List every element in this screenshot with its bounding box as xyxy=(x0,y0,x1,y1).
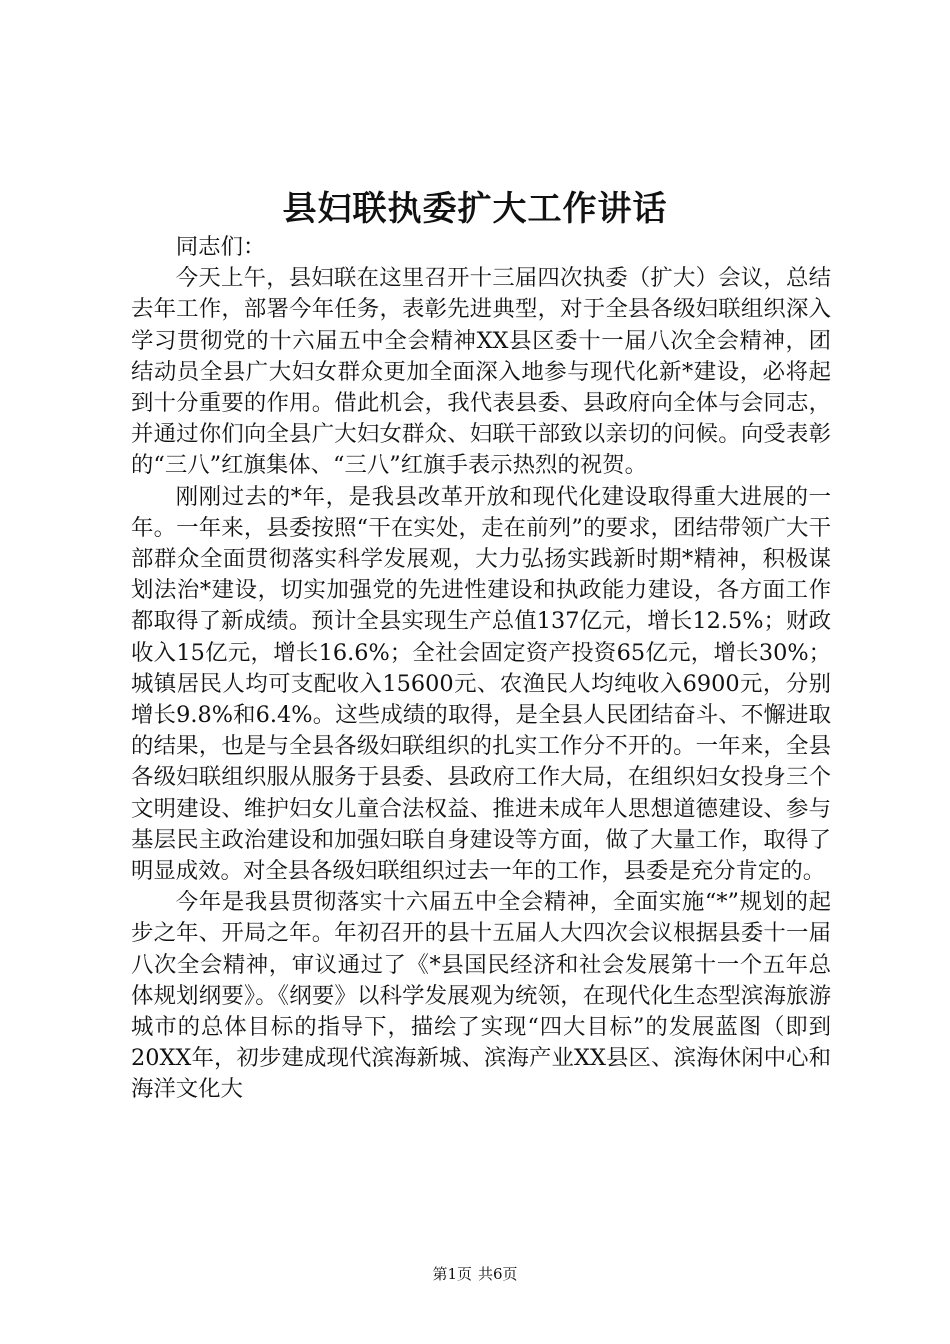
paragraph-2: 刚刚过去的*年，是我县改革开放和现代化建设取得重大进展的一年。一年来，县委按照“干在实处，走在前列”的要求，团结带领广大干部群众全面贯彻落实科学发展观，大力弘扬实践新时期*精神，积极谋划法治*建设，切实加强党的先进性建设和执政能力建设，各方面工作都取得了新成绩。预计全县实现生产总值137亿元，增长12.5%；财政收入15亿元，增长16.6%；全社会固定资产投资65亿元，增长30%；城镇居民人均可支配收入15600元、农渔民人均纯收入6900元，分别增长9.8%和6.4%。这些成绩的取得，是全县人民团结奋斗、不懈进取的结果，也是与全县各级妇联组织的扎实工作分不开的。一年来，全县各级妇联组织服从服务于县委、县政府工作大局，在组织妇女投身三个文明建设、维护妇女儿童合法权益、推进未成年人思想道德建设、参与基层民主政治建设和加强妇联自身建设等方面，做了大量工作，取得了明显成效。对全县各级妇联组织过去一年的工作，县委是充分肯定的。 xyxy=(131,483,831,885)
document-body xyxy=(131,232,831,1106)
page-footer xyxy=(0,1264,950,1284)
page-number: 第1页 xyxy=(432,1265,472,1283)
salutation: 同志们： xyxy=(175,234,266,260)
document-title: 县妇联执委扩大工作讲话 xyxy=(282,189,668,229)
paragraph-1: 今天上午，县妇联在这里召开十三届四次执委（扩大）会议，总结去年工作，部署今年任务，表彰先进典型，对于全县各级妇联组织深入学习贯彻党的十六届五中全会精神XX县区委十一届八次全会精神，团结动员全县广大妇女群众更加全面深入地参与现代化新*建设，必将起到十分重要的作用。借此机会，我代表县委、县政府向全体与会同志，并通过你们向全县广大妇女群众、妇联干部致以亲切的问候。向受表彰的“三八”红旗集体、“三八”红旗手表示热烈的祝贺。 xyxy=(131,265,831,479)
page-total: 共6页 xyxy=(478,1265,518,1283)
paragraph-3: 今年是我县贯彻落实十六届五中全会精神，全面实施“*”规划的起步之年、开局之年。年初召开的县十五届人大四次会议根据县委十一届八次全会精神，审议通过了《*县国民经济和社会发展第十一个五年总体规划纲要》。《纲要》以科学发展观为统领，在现代化生态型滨海旅游城市的总体目标的指导下，描绘了实现“四大目标”的发展蓝图（即到20XX年，初步建成现代滨海新城、滨海产业XX县区、滨海休闲中心和海洋文化大 xyxy=(131,889,831,1103)
